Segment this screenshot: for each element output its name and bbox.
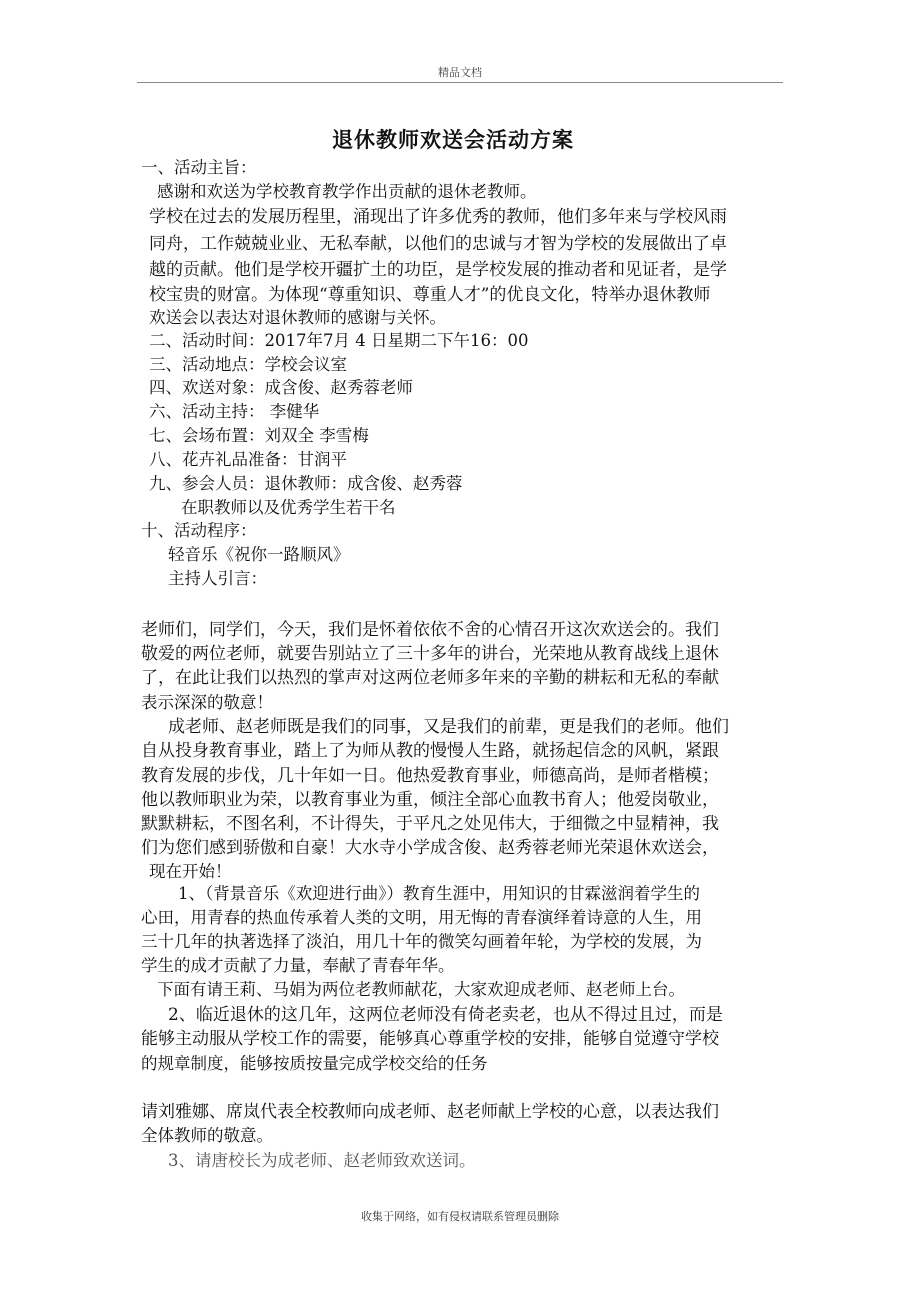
paragraph-line: 下面有请王莉、马娟为两位老教师献花，大家欢迎成老师、赵老师上台。	[157, 980, 685, 999]
paragraph-line: 成老师、赵老师既是我们的同事，又是我们的前辈，更是我们的老师。他们	[168, 717, 729, 737]
document-title: 退休教师欢送会活动方案	[332, 127, 574, 152]
paragraph-line: 自从投身教育事业，踏上了为师从教的慢慢人生路，就扬起信念的风帆，紧跟	[141, 741, 719, 761]
list-item: 四、欢送对象：成含俊、赵秀蓉老师	[149, 378, 413, 397]
section-heading: 十、活动程序：	[141, 521, 257, 540]
section-heading: 一、活动主旨：	[141, 158, 257, 177]
paragraph-line: 请刘雅娜、席岚代表全校教师向成老师、赵老师献上学校的心意，以表达我们	[141, 1102, 719, 1122]
paragraph-line: 学生的成才贡献了力量，奉献了青春年华。	[141, 956, 455, 975]
list-item: 九、参会人员：退休教师：成含俊、赵秀蓉	[149, 474, 463, 493]
program-item: 轻音乐《祝你一路顺风》	[168, 545, 350, 564]
list-item: 二、活动时间：2017年7月 4 日星期二下午16：00	[149, 331, 529, 350]
paragraph-line: 2、临近退休的这几年，这两位老师没有倚老卖老，也从不得过且过，而是	[168, 1005, 723, 1025]
paragraph-line: 老师们，同学们，今天，我们是怀着依依不舍的心情召开这次欢送会的。我们	[141, 620, 719, 640]
paragraph-line: 全体教师的敬意。	[141, 1126, 273, 1145]
page-header: 精品文档	[438, 66, 482, 79]
list-item: 三、活动地点：学校会议室	[149, 355, 347, 374]
paragraph-line: 敬爱的两位老师，就要告别站立了三十多年的讲台，光荣地从教育战线上退休	[141, 644, 719, 664]
paragraph-line: 3、请唐校长为成老师、赵老师致欢送词。	[168, 1151, 476, 1170]
paragraph-line: 心田，用青春的热血传承着人类的文明，用无悔的青春演绎着诗意的人生，用	[141, 908, 702, 927]
paragraph-line: 了，在此让我们以热烈的掌声对这两位老师多年来的辛勤的耕耘和无私的奉献	[141, 668, 719, 688]
paragraph-line: 学校在过去的发展历程里，涌现出了许多优秀的教师，他们多年来与学校风雨	[149, 207, 727, 227]
page-footer: 收集于网络，如有侵权请联系管理员删除	[361, 1210, 559, 1223]
program-item: 主持人引言：	[168, 569, 267, 588]
paragraph-line: 欢送会以表达对退休教师的感谢与关怀。	[149, 308, 446, 327]
header-divider	[137, 82, 783, 83]
list-item: 在职教师以及优秀学生若干名	[181, 498, 396, 517]
paragraph-line: 越的贡献。他们是学校开疆扩土的功臣，是学校发展的推动者和见证者，是学	[149, 260, 727, 280]
paragraph-line: 现在开始！	[149, 862, 232, 881]
paragraph-line: 校宝贵的财富。为体现“尊重知识、尊重人才”的优良文化，特举办退休教师	[149, 285, 711, 305]
paragraph-line: 表示深深的敬意！	[141, 693, 273, 712]
paragraph-line: 感谢和欢送为学校教育教学作出贡献的退休老教师。	[157, 182, 537, 201]
paragraph-line: 同舟，工作兢兢业业、无私奉献，以他们的忠诚与才智为学校的发展做出了卓	[149, 234, 727, 254]
paragraph-line: 的规章制度，能够按质按量完成学校交给的任务	[141, 1054, 488, 1073]
paragraph-line: 1、（背景音乐《欢迎进行曲》）教育生涯中，用知识的甘霖滋润着学生的	[178, 884, 700, 903]
list-item: 八、花卉礼品准备：甘润平	[149, 450, 347, 469]
list-item: 七、会场布置：刘双全 李雪梅	[149, 426, 369, 445]
list-item: 六、活动主持： 李健华	[149, 402, 320, 421]
paragraph-line: 能够主动服从学校工作的需要，能够真心尊重学校的安排，能够自觉遵守学校	[141, 1029, 719, 1049]
paragraph-line: 们为您们感到骄傲和自豪！大水寺小学成含俊、赵秀蓉老师光荣退休欢送会，	[141, 838, 719, 858]
paragraph-line: 三十几年的执著选择了淡泊，用几十年的微笑勾画着年轮，为学校的发展，为	[141, 932, 702, 951]
paragraph-line: 他以教师职业为荣，以教育事业为重，倾注全部心血教书育人；他爱岗敬业，	[141, 790, 719, 810]
paragraph-line: 默默耕耘，不图名利，不计得失，于平凡之处见伟大，于细微之中显精神，我	[141, 814, 719, 834]
paragraph-line: 教育发展的步伐，几十年如一日。他热爱教育事业，师德高尚，是师者楷模；	[141, 766, 719, 786]
